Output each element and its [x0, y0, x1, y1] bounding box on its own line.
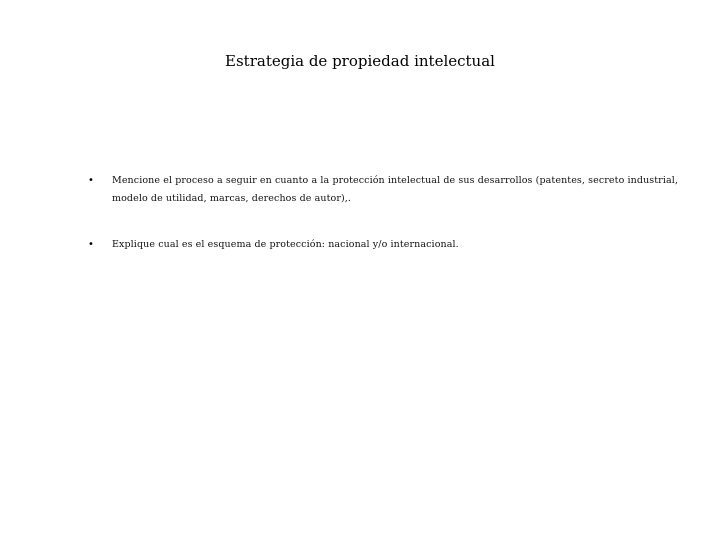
bullet-icon: •	[88, 239, 94, 250]
bullet-icon: •	[88, 175, 94, 186]
slide-title: Estrategia de propiedad intelectual	[225, 52, 495, 70]
bullet-text: Mencione el proceso a seguir en cuanto a la protección intelectual de sus desarrollos (patentes, secreto industrial, modelo de utilidad, marcas, derechos de autor),.	[112, 175, 678, 204]
bullet-text: Explique cual es el esquema de protección: nacional y/o internacional.	[112, 239, 459, 250]
